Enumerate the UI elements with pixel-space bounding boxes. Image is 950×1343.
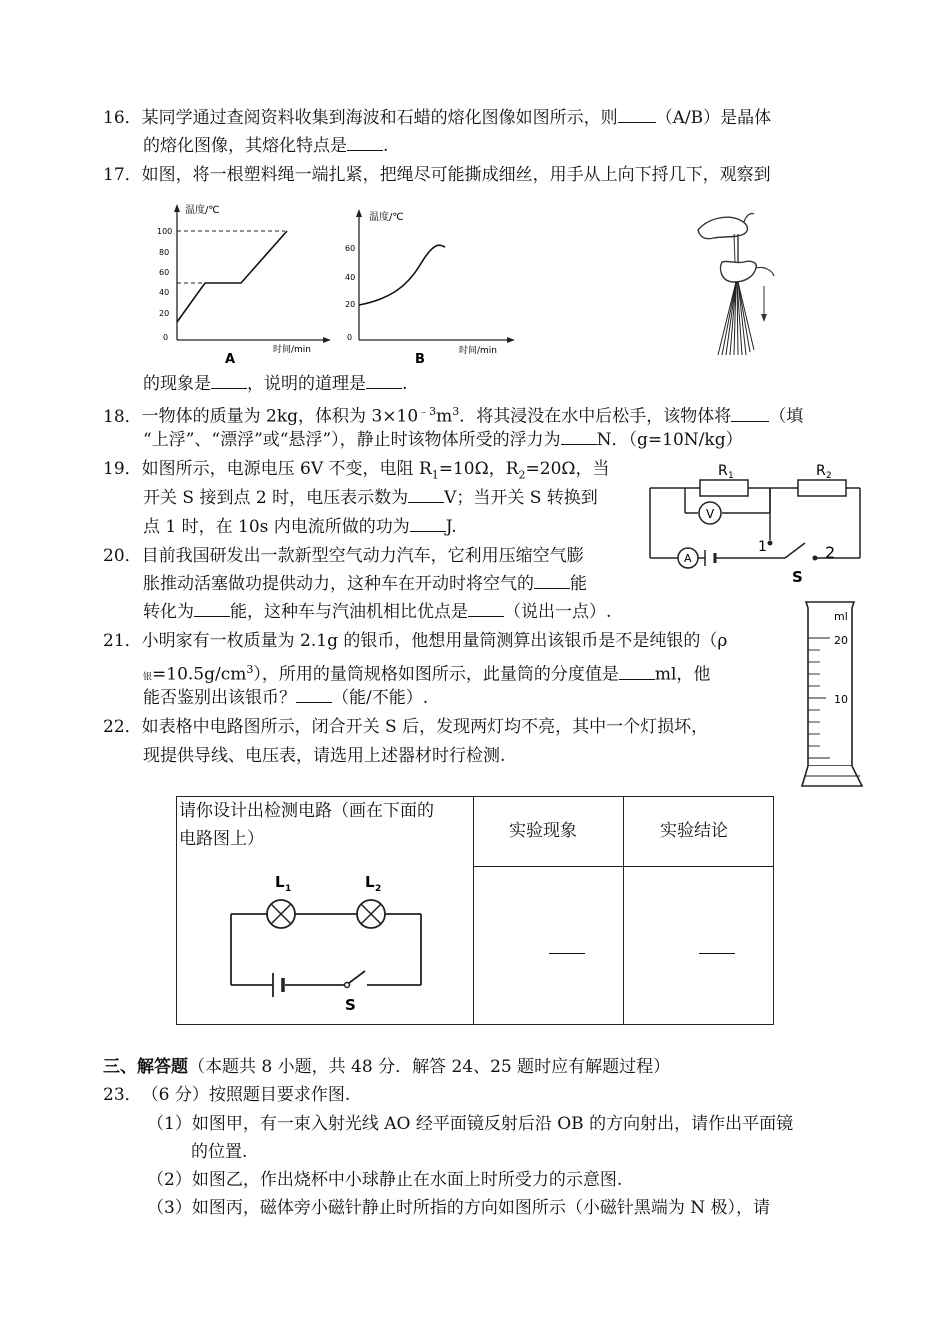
q21-text-c: ），所用的量筒规格如图所示，此量筒的分度值是 xyxy=(253,664,619,685)
q16-blank-2[interactable] xyxy=(347,134,383,151)
q20-text-f: （说出一点）. xyxy=(504,602,612,622)
graph-b-label: B xyxy=(415,352,425,365)
graph-b-tick-60: 60 xyxy=(345,244,356,253)
r2-label: R xyxy=(816,463,826,479)
q21-line2 xyxy=(143,658,710,690)
hand-rope-illustration xyxy=(688,200,788,360)
graph-a-tick-20: 20 xyxy=(159,309,170,318)
section3-heading xyxy=(103,1055,670,1079)
q19-text-c: =20Ω，当 xyxy=(525,459,610,479)
r1-label: R xyxy=(718,463,728,479)
q19-blank-1[interactable] xyxy=(408,486,444,503)
q19-sub2: 2 xyxy=(518,468,526,482)
q20-line3 xyxy=(143,600,611,624)
q20-text-a: 目前我国研发出一款新型空气动力汽车，它利用压缩空气膨 xyxy=(141,546,584,566)
table-conclusion-blank[interactable] xyxy=(699,953,735,954)
q21-text-f: （能/不能）. xyxy=(332,688,429,708)
q23-p3-text: （3）如图丙，磁体旁小磁针静止时所指的方向如图所示（小磁针黑端为 N 极），请 xyxy=(147,1198,770,1218)
q22-line2 xyxy=(143,744,505,768)
q16-line1 xyxy=(103,106,771,130)
graph-a-tick-60: 60 xyxy=(159,268,170,277)
q16-text-a: 某同学通过查阅资料收集到海波和石蜡的熔化图像如图所示，则 xyxy=(141,108,618,128)
q18-text-a: 一物体的质量为 2kg，体积为 3×10 xyxy=(141,406,419,427)
table-circuit[interactable] xyxy=(221,867,431,1017)
q18-text-b: m xyxy=(436,406,453,427)
graph-a xyxy=(155,200,335,365)
q21-number: 21． xyxy=(103,631,142,651)
q18-text-e: “上浮”、“漂浮”或“悬浮”），静止时该物体所受的浮力为 xyxy=(143,430,561,450)
graph-a-tick-40: 40 xyxy=(159,288,170,297)
table-col1-line1: 请你设计出检测电路（画在下面的 xyxy=(179,801,434,821)
q21-line3 xyxy=(143,686,428,710)
down-arrow-head xyxy=(761,314,767,322)
q21-text-a: 小明家有一枚质量为 2.1g 的银币，他想用量筒测算出该银币是不是纯银的（ρ xyxy=(141,631,728,651)
r1-sub: 1 xyxy=(728,471,734,481)
l1-sub: 1 xyxy=(285,884,292,894)
q22-text-b: 现提供导线、电压表，请选用上述器材时行检测. xyxy=(143,746,506,766)
graph-a-curve xyxy=(177,231,287,322)
q23-p3 xyxy=(147,1196,770,1220)
upper-hand xyxy=(698,217,747,238)
switch-label: S xyxy=(792,568,803,586)
q16-blank-1[interactable] xyxy=(618,106,656,123)
q23-number: 23． xyxy=(103,1085,142,1105)
table-col3-header: 实验结论 xyxy=(660,821,728,841)
q23-p1-text-b: 的位置. xyxy=(191,1142,248,1162)
switch-blade xyxy=(785,543,805,558)
graph-a-ylabel: 温度/℃ xyxy=(185,205,220,216)
lower-wrist xyxy=(756,267,774,276)
graph-b xyxy=(345,205,520,365)
q23-p1-line2 xyxy=(191,1140,247,1164)
q20-text-b: 胀推动活塞做功提供动力，这种车在开动时将空气的 xyxy=(143,574,534,594)
q19-text-e: V；当开关 S 转换到 xyxy=(444,488,598,508)
q21-line1 xyxy=(103,629,727,653)
q17-number: 17． xyxy=(103,165,142,185)
q19-blank-2[interactable] xyxy=(410,515,446,532)
q19-line1 xyxy=(103,457,610,487)
cylinder-mark-10: 10 xyxy=(834,693,848,706)
graph-b-x-arrow xyxy=(507,337,515,343)
q23-p2-text: （2）如图乙，作出烧杯中小球静止在水面上时所受力的示意图. xyxy=(147,1170,623,1190)
voltmeter-label: V xyxy=(706,507,715,521)
resistor-r2 xyxy=(798,480,846,496)
circuit-19 xyxy=(640,458,870,588)
q17-blank-2[interactable] xyxy=(366,372,402,389)
q23-p1-text-a: （1）如图甲，有一束入射光线 AO 经平面镜反射后沿 OB 的方向射出，请作出平面镜 xyxy=(147,1114,794,1134)
section3-title: 三、解答题 xyxy=(103,1057,188,1077)
section3-note: （本题共 8 小题，共 48 分．解答 24、25 题时应有解题过程） xyxy=(188,1057,671,1077)
lower-hand xyxy=(721,261,757,282)
q18-line1 xyxy=(103,400,803,429)
cylinder-unit: ml xyxy=(834,610,848,623)
q21-sup: 3 xyxy=(246,663,254,676)
q21-text-e: 能否鉴别出该银币？ xyxy=(143,688,296,708)
q17-text-c: ，说明的道理是 xyxy=(247,374,366,394)
graph-b-tick-20: 20 xyxy=(345,300,356,309)
graph-b-xlabel: 时间/min xyxy=(459,346,498,356)
q21-sub: 银 xyxy=(143,672,153,683)
table-col1-line2: 电路图上） xyxy=(179,829,264,849)
q21-text-b: =10.5g/cm xyxy=(152,664,247,685)
switch-contact xyxy=(345,983,350,988)
q23-p1-line1 xyxy=(147,1112,793,1136)
q17-text-d: . xyxy=(402,374,408,394)
q22-number: 22． xyxy=(103,717,142,737)
cylinder-mark-20: 20 xyxy=(834,634,848,647)
graduated-cylinder xyxy=(800,598,864,796)
r2-sub: 2 xyxy=(826,471,832,481)
q17-line1 xyxy=(103,163,771,187)
point-1-label: 1 xyxy=(758,539,767,555)
q20-blank-2[interactable] xyxy=(194,600,230,617)
q18-exp: ﹣3 xyxy=(418,405,437,418)
graph-b-ylabel: 温度/℃ xyxy=(369,212,404,223)
q20-number: 20． xyxy=(103,546,142,566)
switch-point-1 xyxy=(768,541,773,546)
q22-line1 xyxy=(103,715,708,739)
q19-text-b: =10Ω，R xyxy=(438,459,519,479)
q16-line2 xyxy=(143,134,388,158)
q18-text-c: ．将其浸没在水中后松手，该物体将 xyxy=(459,406,732,427)
q17-blank-1[interactable] xyxy=(211,372,247,389)
q16-text-d: . xyxy=(383,136,389,156)
q18-blank-2[interactable] xyxy=(561,428,597,445)
switch-lever xyxy=(349,971,365,983)
l2-label: L xyxy=(365,873,375,891)
graph-a-x-arrow xyxy=(323,337,331,343)
q19-text-a: 如图所示，电源电压 6V 不变，电阻 R xyxy=(141,459,432,479)
graph-b-tick-0: 0 xyxy=(347,333,353,342)
q22-text-a: 如表格中电路图所示，闭合开关 S 后，发现两灯均不亮，其中一个灯损坏， xyxy=(141,717,709,737)
switch-point-2 xyxy=(813,556,818,561)
q19-sub1: 1 xyxy=(431,468,439,482)
q18-text-d: （填 xyxy=(769,406,804,427)
q20-line2 xyxy=(143,572,587,596)
graph-a-tick-0: 0 xyxy=(163,333,169,342)
q18-line2 xyxy=(143,428,743,452)
q19-line3 xyxy=(143,515,457,539)
lamp-l1 xyxy=(267,900,295,928)
q18-blank-1[interactable] xyxy=(731,405,769,422)
rope-top-2 xyxy=(734,234,735,262)
table-phenomenon-blank[interactable] xyxy=(549,953,585,954)
q19-text-g: J. xyxy=(445,517,457,537)
q21-text-d: ml，他 xyxy=(654,664,711,685)
l2-sub: 2 xyxy=(375,884,382,894)
q18-exp2: 3 xyxy=(452,405,460,418)
graph-b-curve xyxy=(359,245,445,305)
q20-text-c: 能 xyxy=(570,574,587,594)
table-switch-label: S xyxy=(345,996,356,1014)
q17-line2 xyxy=(143,372,407,396)
q18-text-f: N．（g=10N/kg） xyxy=(596,430,743,450)
q20-line1 xyxy=(103,544,584,568)
q19-text-d: 开关 S 接到点 2 时，电压表示数为 xyxy=(143,488,409,508)
rope-strands xyxy=(718,282,754,355)
graph-a-label: A xyxy=(225,352,236,365)
q17-text-b: 的现象是 xyxy=(143,374,211,394)
q20-blank-3[interactable] xyxy=(468,600,504,617)
q18-number: 18． xyxy=(103,406,142,427)
cylinder-body xyxy=(806,602,854,766)
point-2-label: 2 xyxy=(825,543,836,562)
q20-blank-1[interactable] xyxy=(534,572,570,589)
q19-text-f: 点 1 时，在 10s 内电流所做的功为 xyxy=(143,517,410,537)
q21-blank-1[interactable] xyxy=(619,663,655,680)
graph-b-y-arrow xyxy=(356,209,362,217)
rope-knot xyxy=(744,213,754,222)
table-row-divider xyxy=(473,866,773,867)
q21-blank-2[interactable] xyxy=(296,686,332,703)
q22-table xyxy=(176,796,774,1025)
q20-text-d: 转化为 xyxy=(143,602,194,622)
lamp-l2 xyxy=(357,900,385,928)
q16-text-c: 的熔化图像，其熔化特点是 xyxy=(143,136,347,156)
q23-line1 xyxy=(103,1083,350,1107)
q16-number: 16． xyxy=(103,108,142,128)
q17-text-a: 如图，将一根塑料绳一端扎紧，把绳尽可能撕成细丝，用手从上向下捋几下，观察到 xyxy=(141,165,771,185)
table-col2-header: 实验现象 xyxy=(509,821,577,841)
q16-text-b: （A/B）是晶体 xyxy=(655,108,772,128)
q20-text-e: 能，这种车与汽油机相比优点是 xyxy=(230,602,468,622)
resistor-r1 xyxy=(700,480,748,496)
q19-line2 xyxy=(143,486,598,510)
ammeter-label: A xyxy=(684,552,692,565)
table-col-divider-2 xyxy=(623,797,624,1024)
graph-a-tick-80: 80 xyxy=(159,248,170,257)
graph-b-tick-40: 40 xyxy=(345,273,356,282)
graph-a-tick-100: 100 xyxy=(157,227,173,236)
q23-p2 xyxy=(147,1168,622,1192)
l1-label: L xyxy=(275,873,285,891)
graph-a-xlabel: 时间/min xyxy=(273,345,312,355)
q23-head: （6 分）按照题目要求作图. xyxy=(141,1085,351,1105)
q19-number: 19． xyxy=(103,459,142,479)
graph-a-y-arrow xyxy=(174,204,180,212)
table-col-divider-1 xyxy=(473,797,474,1024)
